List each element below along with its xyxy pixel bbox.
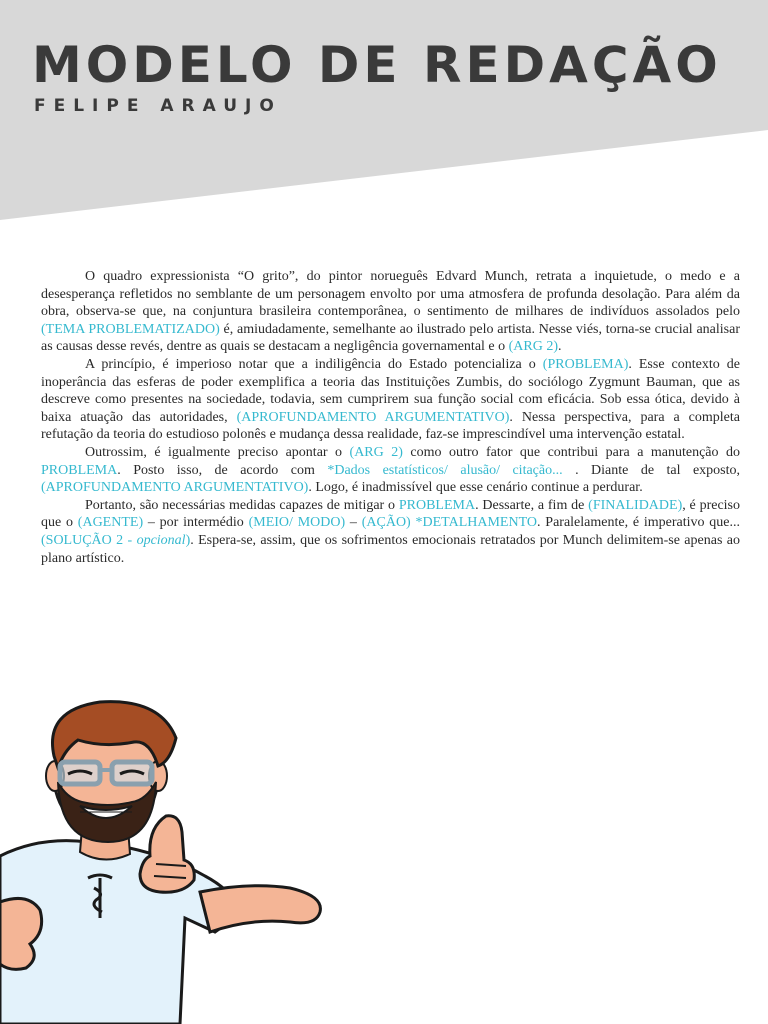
paragraph-introduction: O quadro expressionista “O grito”, do pintor norueguês Edvard Munch, retrata a inquietude, o medo e a desesperança refletidos no semblante de um personagem envolto por uma atmosfera de profunda desolação. Para além da obra, observa-se que, na conjuntura brasileira contemporânea, o sentimento de milhares de indivíduos assolados pelo (TEMA PROBLEMATIZADO) é, amiudadamente, semelhante ao ilustrado pelo artista. Nesse viés, torna-se crucial analisar as causas desse revés, dentre as quais se destacam a negligência governamental e o (ARG 2). <box>41 269 740 355</box>
placeholder-arg2: (ARG 2) <box>349 444 403 460</box>
placeholder-solucao2: (SOLUÇÃO 2 - opcional) <box>41 532 191 548</box>
page-title: MODELO DE REDAÇÃO <box>32 36 722 94</box>
essay-text <box>41 268 740 567</box>
paragraph-development-1: A princípio, é imperioso notar que a indiligência do Estado potencializa o (PROBLEMA). Esse contexto de inoperância das esferas de poder exemplifica a teoria das Instituições Zumbis, do sociólogo Zygmunt Bauman, que as descreve como presentes na sociedade, todavia, sem cumprirem sua função social com eficácia. Sob essa ótica, devido à baixa atuação das autoridades, (APROFUNDAMENTO ARGUMENTATIVO). Nessa perspectiva, para a completa refutação da teoria do estudioso polonês e mudança dessa realidade, faz-se imprescindível uma intervenção estatal. <box>41 356 740 443</box>
placeholder-aprofundamento: (APROFUNDAMENTO ARGUMENTATIVO) <box>236 409 510 425</box>
mascot-illustration <box>0 696 330 1024</box>
placeholder-problema: PROBLEMA <box>398 497 476 513</box>
placeholder-aprofundamento: (APROFUNDAMENTO ARGUMENTATIVO) <box>41 480 309 496</box>
placeholder-agente: (AGENTE) <box>77 515 144 531</box>
placeholder-problema: PROBLEMA <box>41 462 118 478</box>
placeholder-dados: *Dados estatísticos/ alusão/ citação... <box>327 462 563 478</box>
placeholder-finalidade: (FINALIDADE) <box>588 497 683 513</box>
paragraph-conclusion: Portanto, são necessárias medidas capazes de mitigar o PROBLEMA. Dessarte, a fim de (FINALIDADE), é preciso que o (AGENTE) – por intermédio (MEIO/ MODO) – (AÇÃO) *DETALHAMENTO. Paralelamente, é imperativo que... (SOLUÇÃO 2 - opcional). Espera-se, assim, que os sofrimentos emocionais retratados por Munch delimitem-se apenas ao plano artístico. <box>41 497 741 566</box>
placeholder-arg2: (ARG 2) <box>508 339 559 355</box>
placeholder-tema: (TEMA PROBLEMATIZADO) <box>41 321 220 337</box>
author-name: FELIPE ARAUJO <box>34 96 282 116</box>
placeholder-meio: (MEIO/ MODO) <box>248 515 346 531</box>
placeholder-acao: (AÇÃO) *DETALHAMENTO <box>361 515 537 531</box>
placeholder-problema: (PROBLEMA) <box>542 356 629 372</box>
paragraph-development-2: Outrossim, é igualmente preciso apontar o (ARG 2) como outro fator que contribui para a manutenção do PROBLEMA. Posto isso, de acordo com *Dados estatísticos/ alusão/ citação... . Diante de tal exposto, (APROFUNDAMENTO ARGUMENTATIVO). Logo, é inadmissível que esse cenário continue a perdurar. <box>41 444 740 496</box>
